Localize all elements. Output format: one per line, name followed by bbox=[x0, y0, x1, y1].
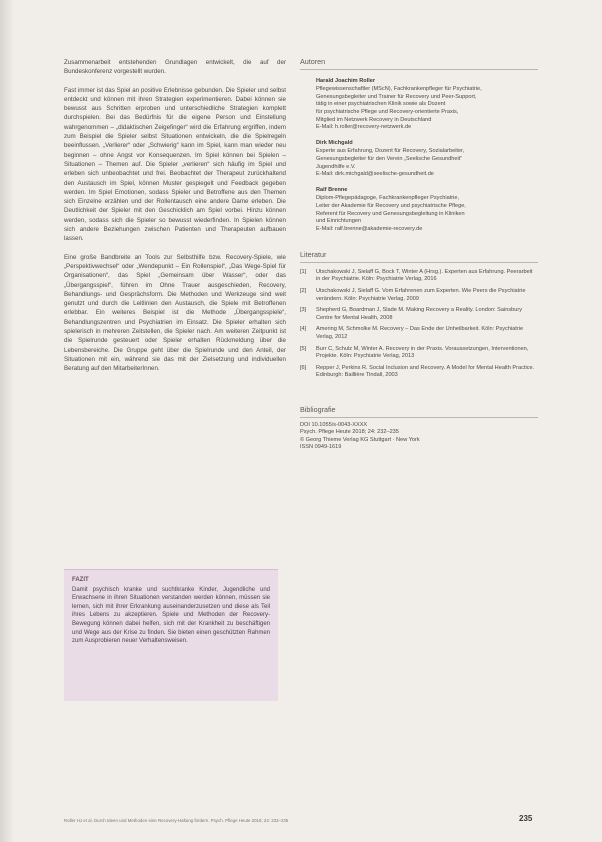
page-gutter-shadow bbox=[0, 0, 14, 842]
author-line: Mitglied im Netzwerk Recovery in Deutschland bbox=[316, 116, 432, 123]
author-line: Experte aus Erfahrung, Dozent für Recovery, Sozialarbeiter, bbox=[316, 148, 465, 155]
author-email: E-Mail: dirk.michgald@seelische-gesundheit.de bbox=[316, 171, 434, 178]
reference-item bbox=[300, 288, 538, 303]
reference-list bbox=[300, 269, 538, 380]
fazit-box bbox=[64, 569, 278, 701]
author-name: Ralf Brenne bbox=[316, 186, 348, 193]
author-line: Jugendhilfe e.V. bbox=[316, 163, 356, 170]
author-name: Harald Joachim Roller bbox=[316, 77, 376, 84]
reference-text: Shepherd G, Boardman J, Slade M. Making Recovery a Reality. London: Sainsbury Centre for Mental Health, 2008 bbox=[316, 307, 523, 321]
reference-number: [4] bbox=[300, 326, 307, 333]
authors-heading: Autoren bbox=[300, 58, 538, 70]
author-entry bbox=[316, 140, 538, 179]
author-entry bbox=[316, 78, 538, 132]
reference-number: [3] bbox=[300, 307, 307, 314]
paragraph: Fast immer ist das Spiel an positive Erlebnisse gebunden. Die Spieler und selbst entdeckt und können mit ihren Strategien experimentieren. Dabei können sie bewusst aus Schritten erproben und unterschiedliche Strategien komplett durchspielen. Bei das Bedürfnis für die eigene Person und Einstellung wahrgenommen – „didaktischen Zeigefinger“ wird die Erfahrung ergriffen, indem zum Beispiel die Spieler selbst Situationen entwickeln, die die Spielregeln beeinflussen. „Verlierer“ oder „Schwierig“ kann im Spiel, kann man wieder neu beginnen – ohne Angst vor Konsequenzen. Im Spiel können bei Spielen – Situationen – Themen auf. Die Spieler „verlieren“ sich häufig im Spiel und erleben sich unbeobachtet und frei. Beobachtet der Therapeut zurückhaltend den Austausch im Spiel, können Muster gespiegelt und Feedback gegeben werden. Im Spiel Emotionen, sodass Spieler und Betroffene aus den Themen sich Einzelne erzählen und der Rollentausch eine andere Dame erleben. Die Deutlichkeit der Spieler mit den Geschicklich am Spiel vorbei. Hinzu können werden, sodass sich die Spieler so bewusst wiederfinden. In Spielen können sich andere Beziehungen zwischen Patienten und Therapeuten aufbauen lassen. bbox=[64, 86, 286, 243]
author-line: Genesungsbegleiter und Trainer für Recovery und Peer-Support, bbox=[316, 93, 477, 100]
paragraph: Eine große Bandbreite an Tools zur Selbsthilfe bzw. Recovery-Spiele, wie „Perspektivwechsel“ oder „Wendepunkt – Ein Rollenspiel“, „Das Wege-Spiel für Organisationen“, das Spiel „Gemeinsam über Wasser“, oder das „Übergangsspiel“, führen im Ohne Trauer ausgeschieden, Recovery, Behandlungs- und Gesprächsform. Die Methoden und Werkzeuge sind weit genutzt und durch die Leitlinien den Austausch, die Spiele mit Betroffenen erlebbar. Ein weiteres Beispiel ist die Methode „Übergangsspiele“, Behandlungszentren und Psychiatrien im Einsatz. Die Spieler erhalten sich spielerisch in mehreren Zeitstellen, die Spieler nach. Am weiteren Zeitpunkt ist die Spielrunde gesteuert oder Spieler erhalten Rückmeldung über die Lebensbereiche. Die Gruppe geht über die Spielrunde und den Anteil, der Situationen mit ein, während sie das mit der Zielsetzung und individuellen Beratung auf den MitarbeiterInnen. bbox=[64, 253, 286, 373]
paragraph: Zusammenarbeit entstehenden Grundlagen entwickelt, die auf der Bundeskonferenz vorgestellt wurden. bbox=[64, 59, 286, 76]
right-info-column bbox=[300, 58, 538, 452]
reference-number: [6] bbox=[300, 364, 307, 371]
fazit-text: Damit psychisch kranke und suchtkranke Kinder, Jugendliche und Erwachsene in ihren Situationen verstanden werden können, müssen sie lernen, sich mit ihrer Erkrankung auseinanderzusetzen und diese als Teil ihres Lebens zu akzeptieren. Spiele und Methoden der Recovery-Bewegung können dabei helfen, sich mit der Krankheit zu beschäftigen und Wege aus der Krise zu finden. Sie bieten einen geschützten Rahmen zum Ausprobieren neuer Verhaltensweisen. bbox=[72, 586, 270, 645]
author-line: und Einrichtungen bbox=[316, 218, 362, 225]
reference-text: Burr C, Schulz M, Winter A. Recovery in der Praxis. Voraussetzungen, Interventionen, Projekte. Köln: Psychiatrie Verlag, 2013 bbox=[316, 345, 529, 360]
author-line: Genesungsbegleiter für den Verein „Seelische Gesundheit“ bbox=[316, 155, 463, 162]
author-line: Diplom-Pflegepädagoge, Fachkrankenpfleger Psychiatrie, bbox=[316, 195, 460, 202]
reference-number: [2] bbox=[300, 288, 307, 295]
reference-text: Repper J, Perkins R. Social Inclusion and Recovery. A Model for Mental Health Practice. Edinburgh: Baillière Tindall, 2003 bbox=[316, 364, 535, 379]
author-entry bbox=[316, 187, 538, 234]
author-line: für psychiatrische Pflege und Recovery-orientierte Praxis, bbox=[316, 108, 459, 115]
reference-text: Utschakowski J, Sielaff G, Bock T, Winter A (Hrsg.). Experten aus Erfahrung. Peerarbeit in der Psychiatrie. Köln: Psychiatrie Verlag, 2016 bbox=[316, 268, 533, 283]
fazit-title: FAZIT bbox=[72, 577, 89, 583]
author-line: Referent für Recovery und Genesungsbegleitung in Kliniken bbox=[316, 210, 465, 217]
footer-citation: Roller HJ et al. Durch Ideen und Methoden eine Recovery-Haltung fördern. Psych. Pflege Heute 2018; 24: 232–235 bbox=[64, 818, 289, 823]
page-number: 235 bbox=[519, 814, 533, 823]
author-name: Dirk Michgald bbox=[316, 139, 353, 146]
reference-item bbox=[300, 326, 538, 341]
journal-line: Psych. Pflege Heute 2018; 24: 232–235 bbox=[300, 429, 399, 436]
publisher-line: © Georg Thieme Verlag KG Stuttgart · New York bbox=[300, 436, 420, 443]
reference-item bbox=[300, 269, 538, 284]
literatur-heading: Literatur bbox=[300, 251, 538, 263]
left-text-column bbox=[64, 58, 286, 383]
bibliografie-heading: Bibliografie bbox=[300, 406, 538, 418]
author-email: E-Mail: h.roller@recovery-netzwerk.de bbox=[316, 124, 412, 131]
author-line: Leiter der Akademie für Recovery und psychiatrische Pflege, bbox=[316, 202, 466, 209]
issn-line: ISSN 0949-1619 bbox=[300, 444, 342, 451]
author-line: tätig in einer psychiatrischen Klinik sowie als Dozent bbox=[316, 101, 446, 108]
author-email: E-Mail: ralf.brenne@akademie-recovery.de bbox=[316, 225, 423, 232]
bibliografie-block bbox=[300, 422, 538, 452]
reference-number: [1] bbox=[300, 268, 307, 275]
reference-item bbox=[300, 365, 538, 380]
reference-item bbox=[300, 346, 538, 361]
doi-line: DOI 10.1055/s-0043-XXXX bbox=[300, 421, 368, 428]
author-line: Pflegewissenschaftler (MScN), Fachkrankenpfleger für Psychiatrie, bbox=[316, 86, 482, 93]
reference-number: [5] bbox=[300, 345, 307, 352]
reference-text: Utschakowski J, Sielaff G. Vom Erfahrenen zum Experten. Wie Peers die Psychiatrie verändern. Köln: Psychiatrie Verlag, 2009 bbox=[316, 288, 526, 302]
reference-item bbox=[300, 307, 538, 322]
reference-text: Amering M, Schmolke M. Recovery – Das Ende der Unheilbarkeit. Köln: Psychiatrie Verlag, 2012 bbox=[316, 326, 524, 341]
